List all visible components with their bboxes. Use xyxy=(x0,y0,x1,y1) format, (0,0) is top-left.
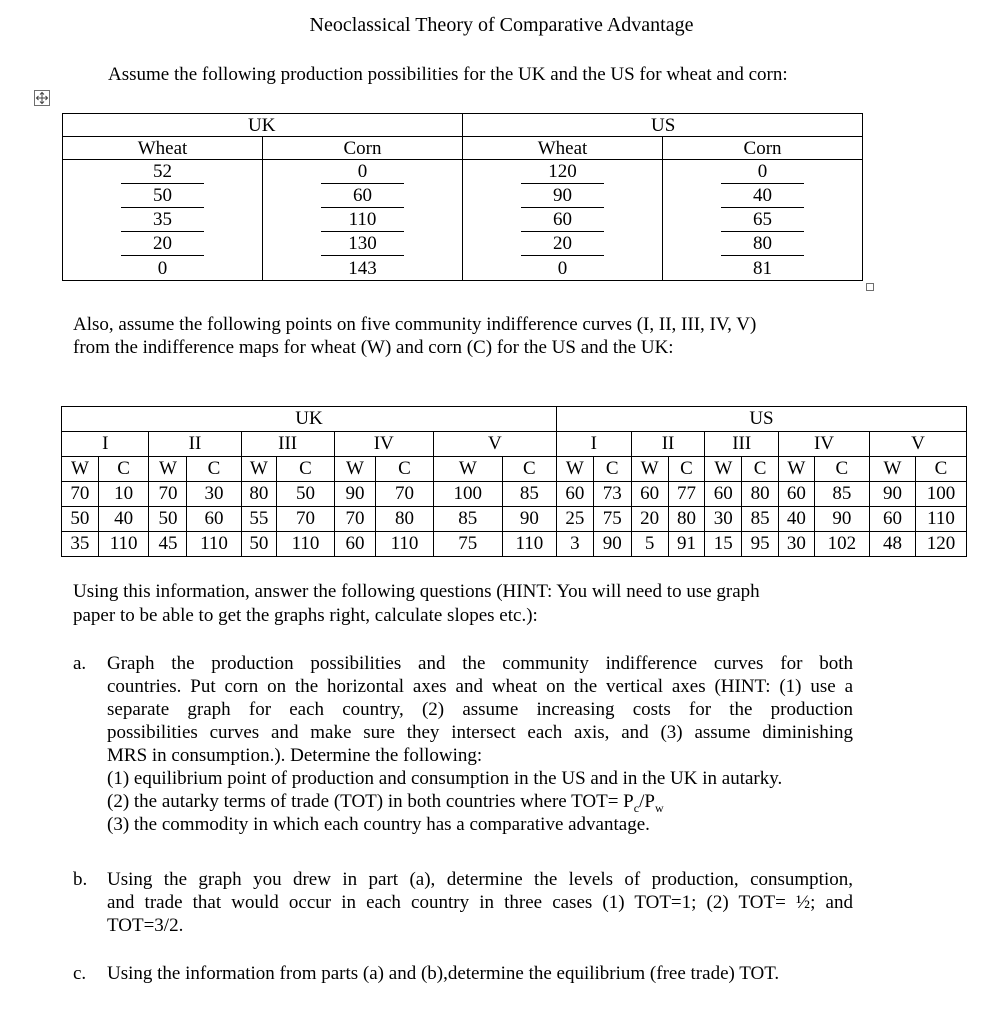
table-cell: 0 xyxy=(63,256,263,281)
table-cell: 100 xyxy=(916,482,967,507)
table-cell: 60 xyxy=(631,482,668,507)
table-cell: 52 xyxy=(63,160,263,185)
table-cell: 85 xyxy=(742,507,779,532)
table-cell: 30 xyxy=(705,507,742,532)
table-row xyxy=(62,482,967,507)
table-row xyxy=(63,232,863,256)
table-cell: 143 xyxy=(263,256,463,281)
table-cell: 45 xyxy=(149,532,187,557)
table-cell: 50 xyxy=(62,507,99,532)
question-a-letter: a. xyxy=(73,653,87,674)
document-title: Neoclassical Theory of Comparative Advantage xyxy=(309,14,694,36)
ic-sub-header: C xyxy=(742,457,779,482)
table-cell: 60 xyxy=(556,482,593,507)
table-cell: 60 xyxy=(463,208,663,232)
ic-sub-header: W xyxy=(62,457,99,482)
ic-sub-header: C xyxy=(187,457,241,482)
ic-curve-header: III xyxy=(241,432,334,457)
table-cell: 5 xyxy=(631,532,668,557)
table-cell: 70 xyxy=(277,507,335,532)
ic-curve-header: IV xyxy=(334,432,433,457)
table-cell: 30 xyxy=(187,482,241,507)
table-cell: 70 xyxy=(62,482,99,507)
table-row xyxy=(62,532,967,557)
table-cell: 35 xyxy=(63,208,263,232)
table-cell: 90 xyxy=(463,184,663,208)
ppf-col-uk-corn: Corn xyxy=(263,137,463,160)
table-cell: 110 xyxy=(277,532,335,557)
ic-sub-header: W xyxy=(556,457,593,482)
table-cell: 85 xyxy=(814,482,869,507)
table-cell: 120 xyxy=(916,532,967,557)
ic-sub-header: W xyxy=(631,457,668,482)
ic-sub-header: W xyxy=(433,457,502,482)
table-cell: 35 xyxy=(62,532,99,557)
ic-curve-header: V xyxy=(433,432,556,457)
table-cell: 48 xyxy=(869,532,915,557)
table-cell: 70 xyxy=(376,482,434,507)
ic-sub-header: C xyxy=(98,457,149,482)
ppf-header-uk: UK xyxy=(63,114,463,137)
table-cell: 20 xyxy=(63,232,263,256)
ic-curve-header: IV xyxy=(779,432,870,457)
ic-sub-header: C xyxy=(502,457,556,482)
ic-sub-header: W xyxy=(241,457,277,482)
ic-curve-header: I xyxy=(556,432,631,457)
table-cell: 20 xyxy=(631,507,668,532)
table-cell: 60 xyxy=(869,507,915,532)
ic-curve-header-row xyxy=(62,432,967,457)
table-cell: 60 xyxy=(263,184,463,208)
table-cell: 80 xyxy=(742,482,779,507)
table-row xyxy=(63,184,863,208)
ic-sub-header: C xyxy=(376,457,434,482)
table-cell: 90 xyxy=(334,482,375,507)
table-cell: 110 xyxy=(98,532,149,557)
table-cell: 130 xyxy=(263,232,463,256)
table-cell: 90 xyxy=(869,482,915,507)
table-cell: 40 xyxy=(779,507,815,532)
table-cell: 91 xyxy=(668,532,705,557)
ic-sub-header: C xyxy=(668,457,705,482)
table-row xyxy=(63,160,863,185)
ic-header-uk: UK xyxy=(62,407,557,432)
ppf-header-us: US xyxy=(463,114,863,137)
table-row xyxy=(62,507,967,532)
ic-curve-header: V xyxy=(869,432,966,457)
table-cell: 20 xyxy=(463,232,663,256)
table-cell: 77 xyxy=(668,482,705,507)
ic-curve-header: II xyxy=(149,432,241,457)
table-cell: 50 xyxy=(277,482,335,507)
table-cell: 50 xyxy=(149,507,187,532)
question-c-letter: c. xyxy=(73,963,87,984)
table-cell: 110 xyxy=(916,507,967,532)
table-cell: 75 xyxy=(593,507,631,532)
table-cell: 0 xyxy=(663,160,863,185)
question-a-item-2: (2) the autarky terms of trade (TOT) in both countries where $TOT= P_c/P_w$ xyxy=(107,791,664,815)
question-c-body: Using the information from parts (a) and (b),determine the equilibrium (free trade) TOT. xyxy=(107,963,780,984)
table-cell: 50 xyxy=(241,532,277,557)
ppf-col-us-corn: Corn xyxy=(663,137,863,160)
ppf-column-header-row xyxy=(63,137,863,160)
ppf-country-header-row xyxy=(63,114,863,137)
table-cell: 0 xyxy=(263,160,463,185)
table-cell: 60 xyxy=(187,507,241,532)
indifference-intro-text: Also, assume the following points on five community indifference curves (I, II, III, IV, V) from the indifference maps for wheat (W) and corn (C) for the US and the UK: xyxy=(73,314,757,358)
ic-curve-header: I xyxy=(62,432,149,457)
table-cell: 0 xyxy=(463,256,663,281)
ppf-col-uk-wheat: Wheat xyxy=(63,137,263,160)
intro-text: Assume the following production possibilities for the UK and the US for wheat and corn: xyxy=(108,64,788,85)
table-cell: 73 xyxy=(593,482,631,507)
table-cell: 80 xyxy=(668,507,705,532)
table-cell: 75 xyxy=(433,532,502,557)
table-cell: 95 xyxy=(742,532,779,557)
instructions-text: Using this information, answer the following questions (HINT: You will need to use graph paper to be able to get the graphs right, calculate slopes etc.): xyxy=(73,581,760,626)
table-cell: 3 xyxy=(556,532,593,557)
ic-sub-header: W xyxy=(149,457,187,482)
table-cell: 60 xyxy=(779,482,815,507)
table-cell: 81 xyxy=(663,256,863,281)
question-b-letter: b. xyxy=(73,869,88,890)
table-move-handle-icon[interactable] xyxy=(34,90,50,106)
table-cell: 40 xyxy=(663,184,863,208)
ic-country-header-row xyxy=(62,407,967,432)
table-cell: 80 xyxy=(241,482,277,507)
ic-sub-header: W xyxy=(779,457,815,482)
ic-sub-header: C xyxy=(814,457,869,482)
table-cell: 110 xyxy=(263,208,463,232)
table-cell: 25 xyxy=(556,507,593,532)
table-cell: 85 xyxy=(433,507,502,532)
table-cell: 110 xyxy=(187,532,241,557)
ic-sub-header: W xyxy=(869,457,915,482)
ic-sub-header-row xyxy=(62,457,967,482)
ic-curve-header: II xyxy=(631,432,705,457)
table-cell: 80 xyxy=(663,232,863,256)
table-cell: 90 xyxy=(593,532,631,557)
production-possibilities-table xyxy=(62,113,863,281)
ic-sub-header: C xyxy=(916,457,967,482)
table-cell: 40 xyxy=(98,507,149,532)
table-cell: 100 xyxy=(433,482,502,507)
ic-sub-header: W xyxy=(705,457,742,482)
table-cell: 55 xyxy=(241,507,277,532)
table-cell: 120 xyxy=(463,160,663,185)
ppf-col-us-wheat: Wheat xyxy=(463,137,663,160)
table-cell: 60 xyxy=(705,482,742,507)
table-cell: 85 xyxy=(502,482,556,507)
indifference-curves-table xyxy=(61,406,967,557)
table-cell: 50 xyxy=(63,184,263,208)
ic-sub-header: C xyxy=(593,457,631,482)
table-row xyxy=(63,256,863,281)
table-cell: 65 xyxy=(663,208,863,232)
table-cell: 90 xyxy=(814,507,869,532)
question-a-body: Graph the production possibilities and the community indifference curves for both countries. Put corn on the horizontal axes and wheat on the vertical axes (HINT: (1) use a separate graph for each country, (2) assume increasing costs for the production possibilities curves and make sure they intersect each axis, and (3) assume diminishing MRS in consumption.). Determine the following: (1) equilibrium point of production and consumption in the US and in the UK in autarky. (2) the autarky terms of trade (TOT) in both countries where $TOT= P_c/P_w$ (3) the commodity in which each country has a comparative advantage. xyxy=(107,653,853,835)
table-cell: 110 xyxy=(376,532,434,557)
table-cell: 90 xyxy=(502,507,556,532)
table-cell: 80 xyxy=(376,507,434,532)
ic-sub-header: W xyxy=(334,457,375,482)
ic-sub-header: C xyxy=(277,457,335,482)
ic-header-us: US xyxy=(556,407,966,432)
table-cell: 102 xyxy=(814,532,869,557)
question-b-body: Using the graph you drew in part (a), determine the levels of production, consumption, and trade that would occur in each country in three cases (1) TOT=1; (2) TOT= ½; and TOT=3/2. xyxy=(107,869,853,936)
table-cell: 15 xyxy=(705,532,742,557)
table-cell: 110 xyxy=(502,532,556,557)
table-cell: 70 xyxy=(149,482,187,507)
table-cell: 70 xyxy=(334,507,375,532)
table-cell: 60 xyxy=(334,532,375,557)
table-row xyxy=(63,208,863,232)
table-cell: 10 xyxy=(98,482,149,507)
table-cell: 30 xyxy=(779,532,815,557)
ic-curve-header: III xyxy=(705,432,779,457)
table-resize-handle-icon[interactable] xyxy=(866,283,874,291)
